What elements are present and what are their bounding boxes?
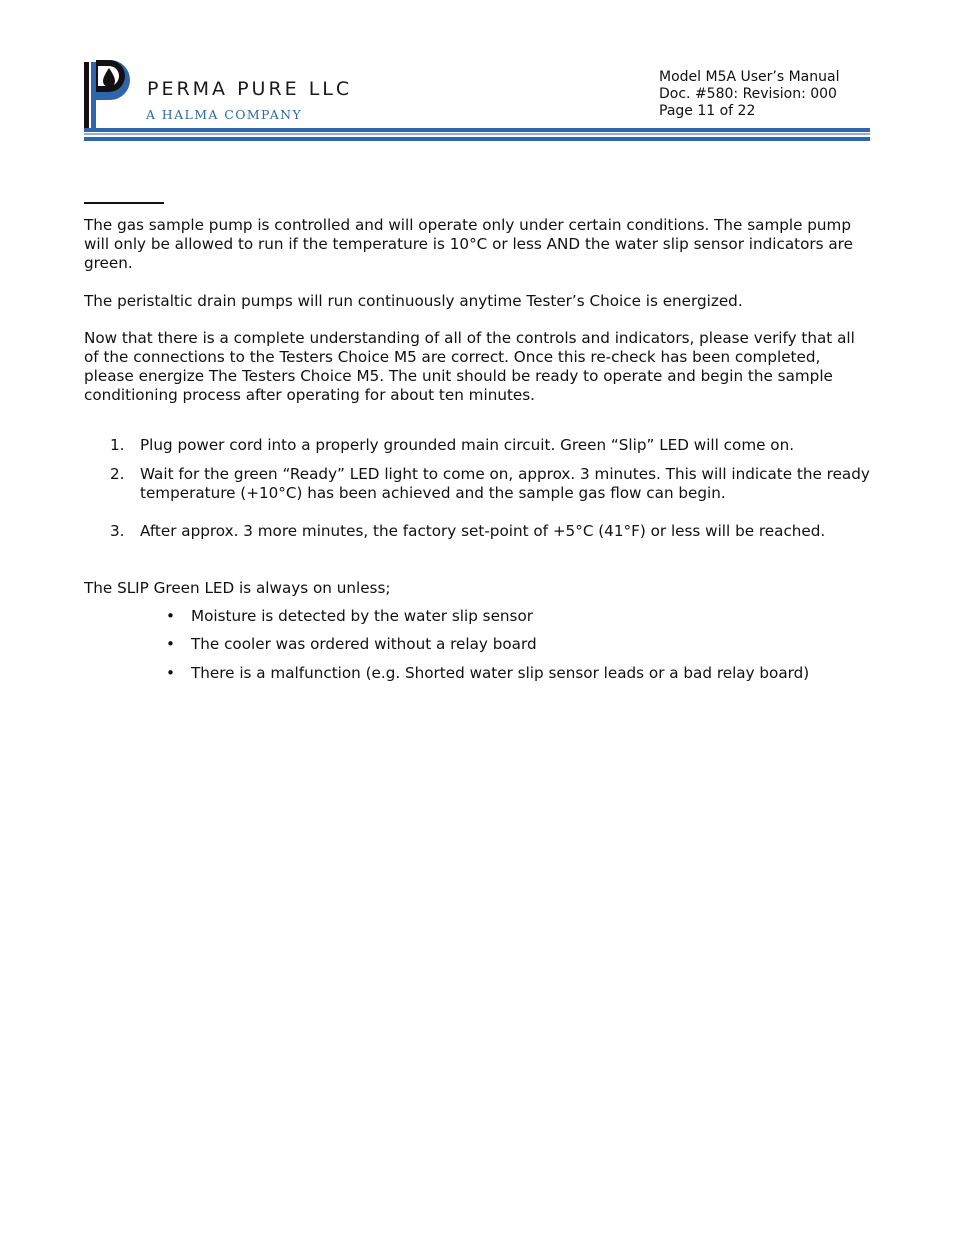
document-info	[659, 69, 839, 120]
paragraph-drain-pumps: The peristaltic drain pumps will run continuously anytime Tester’s Choice is energized.	[84, 292, 743, 310]
doc-number: Doc. #580: Revision: 000	[659, 86, 837, 102]
perma-pure-logo-icon	[82, 54, 134, 130]
paragraph-sample-pump: The gas sample pump is controlled and will operate only under certain conditions. The sample pump will only be allowed to run if the temperature is 10°C or less AND the water slip sensor indicators are green.	[84, 216, 853, 272]
step-number: 2.	[110, 465, 125, 483]
doc-model: Model M5A User’s Manual	[659, 69, 840, 85]
header-rule-light	[84, 133, 870, 135]
step-number: 3.	[110, 522, 125, 540]
page-header	[0, 0, 954, 150]
paragraph-verify-connections: Now that there is a complete understanding of all of the controls and indicators, please verify that all of the connections to the Testers Choice M5 are correct. Once this re-check has been completed, please energize The Testers Choice M5. The unit should be ready to operate and begin the sample conditioning process after operating for about ten minutes.	[84, 329, 855, 404]
bullet-icon: •	[166, 607, 175, 625]
bullet-text: There is a malfunction (e.g. Shorted water slip sensor leads or a bad relay board)	[191, 664, 810, 682]
bullet-text: Moisture is detected by the water slip sensor	[191, 607, 534, 625]
step-number: 1.	[110, 436, 125, 454]
section-heading-underline	[84, 202, 164, 204]
paragraph-slip-intro: The SLIP Green LED is always on unless;	[84, 579, 391, 597]
bullet-text: The cooler was ordered without a relay board	[191, 635, 537, 653]
company-subtitle: A HALMA COMPANY	[146, 107, 303, 122]
bullet-icon: •	[166, 664, 175, 682]
company-name: PERMA PURE LLC	[147, 78, 353, 100]
doc-page-number: Page 11 of 22	[659, 103, 756, 119]
step-text: Plug power cord into a properly grounded main circuit. Green “Slip” LED will come on.	[140, 436, 795, 454]
step-text: Wait for the green “Ready” LED light to come on, approx. 3 minutes. This will indicate the ready temperature (+10°C) has been achieved and the sample gas flow can begin.	[140, 465, 870, 502]
header-rule	[84, 128, 870, 132]
bullet-icon: •	[166, 635, 175, 653]
step-text: After approx. 3 more minutes, the factory set-point of +5°C (41°F) or less will be reached.	[140, 522, 826, 540]
header-rule-lower	[84, 137, 870, 141]
